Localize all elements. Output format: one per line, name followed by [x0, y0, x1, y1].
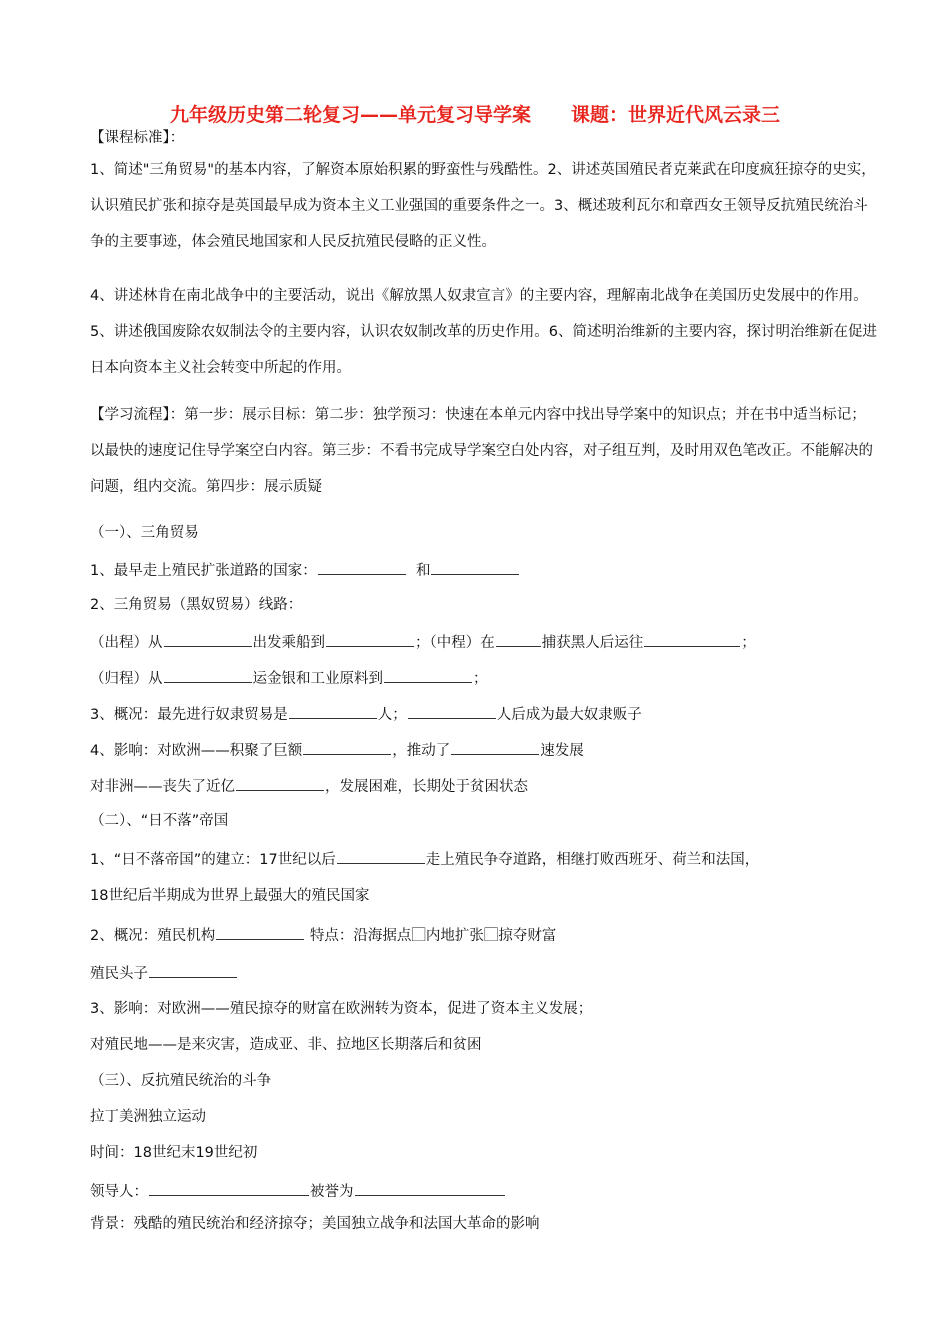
- q4b-a: 对非洲——丧失了近亿: [90, 779, 235, 795]
- answer-blank[interactable]: [644, 631, 740, 647]
- answer-blank[interactable]: [408, 703, 496, 719]
- route-line-2: [90, 667, 488, 689]
- section1-q3: [90, 703, 642, 725]
- answer-blank[interactable]: [149, 962, 237, 978]
- route1-d: 捕获黑人后运往: [541, 635, 644, 651]
- answer-blank[interactable]: [496, 631, 541, 647]
- section3-heading: （三）、反抗殖民统治的斗争: [90, 1073, 272, 1089]
- process-paragraph: [90, 397, 880, 505]
- q4b-b: ，发展困难，长期处于贫困状态: [325, 779, 528, 795]
- leader-a: 领导人：: [90, 1184, 148, 1200]
- section1-q4: [90, 739, 584, 761]
- s2q1-a: 1、“日不落帝国”的建立：17世纪以后: [90, 852, 336, 868]
- answer-blank[interactable]: [318, 559, 406, 575]
- title-topic: 课题：世界近代风云录三: [571, 104, 781, 126]
- s2q1-b: 走上殖民争夺道路，相继打败西班牙、荷兰和法国，: [425, 852, 760, 868]
- route1-b: 出发乘船到: [252, 635, 325, 651]
- route2-c: ；: [473, 671, 488, 687]
- s2q2-b: 特点：沿海据点⃞内地扩张⃞掠夺财富: [305, 928, 557, 944]
- q1-and: 和: [415, 563, 431, 579]
- section3-leader: [90, 1180, 506, 1202]
- q3-b: 人；: [377, 707, 407, 723]
- section1-q4b: [90, 775, 528, 797]
- q4-a: 4、影响：对欧洲——积聚了巨额: [90, 743, 303, 759]
- answer-blank[interactable]: [149, 1180, 309, 1196]
- section2-q3: 3、影响：对欧洲——殖民掠夺的财富在欧洲转为资本，促进了资本主义发展；: [90, 1001, 593, 1017]
- section2-q3b: 对殖民地——是来灾害，造成亚、非、拉地区长期落后和贫困: [90, 1037, 482, 1053]
- answer-blank[interactable]: [384, 667, 472, 683]
- process-text: ：第一步：展示目标：第二步：独学预习：快速在本单元内容中找出导学案中的知识点；并在书中适当标记；以最快的速度记住导学案空白内容。第三步：不看书完成导学案空白处内容，对子组互判，及时用双色笔改正。不能解决的问题，组内交流。第四步：展示质疑: [90, 407, 873, 495]
- answer-blank[interactable]: [355, 1180, 505, 1196]
- q3-a: 3、概况：最先进行奴隶贸易是: [90, 707, 288, 723]
- section2-q2b: [90, 962, 238, 984]
- route1-a: （出程）从: [90, 635, 163, 651]
- leader-b: 被誉为: [310, 1184, 354, 1200]
- answer-blank[interactable]: [216, 924, 304, 940]
- route1-e: ；: [741, 635, 756, 651]
- q1-label: 1、最早走上殖民扩张道路的国家：: [90, 563, 317, 579]
- route2-b: 运金银和工业原料到: [252, 671, 383, 687]
- answer-blank[interactable]: [289, 703, 377, 719]
- answer-blank[interactable]: [451, 739, 539, 755]
- answer-blank[interactable]: [164, 631, 252, 647]
- page-title: [0, 100, 950, 127]
- section2-q2: [90, 924, 556, 946]
- section1-q1: [90, 559, 520, 581]
- standards-heading: 【课程标准】：: [90, 130, 185, 146]
- section2-heading: （二）、“日不落”帝国: [90, 813, 229, 829]
- s2q2b-a: 殖民头子: [90, 966, 148, 982]
- section1-q2: 2、三角贸易（黑奴贸易）线路：: [90, 597, 303, 613]
- standards-paragraph-1: 1、简述"三角贸易"的基本内容，了解资本原始积累的野蛮性与残酷性。2、讲述英国殖民者克莱武在印度疯狂掠夺的史实，认识殖民扩张和掠夺是英国最早成为资本主义工业强国的重要条件之一。3、概述玻利瓦尔和章西女王领导反抗殖民统治斗争的主要事迹，体会殖民地国家和人民反抗殖民侵略的正义性。: [90, 162, 876, 250]
- answer-blank[interactable]: [326, 631, 414, 647]
- title-main: 九年级历史第二轮复习——单元复习导学案: [169, 104, 531, 126]
- answer-blank[interactable]: [337, 848, 425, 864]
- answer-blank[interactable]: [164, 667, 252, 683]
- section3-time: 时间：18世纪末19世纪初: [90, 1145, 258, 1161]
- route1-c: ；（中程）在: [415, 635, 495, 651]
- process-heading: 【学习流程】: [90, 407, 170, 423]
- section3-background: 背景：残酷的殖民统治和经济掠夺；美国独立战争和法国大革命的影响: [90, 1216, 540, 1232]
- q4-c: 速发展: [540, 743, 584, 759]
- q4-b: ，推动了: [392, 743, 451, 759]
- section2-q1: [90, 848, 759, 870]
- standards-paragraph-2: 4、讲述林肯在南北战争中的主要活动，说出《解放黑人奴隶宣言》的主要内容，理解南北战争在美国历史发展中的作用。5、讲述俄国废除农奴制法令的主要内容，认识农奴制改革的历史作用。6、简述明治维新的主要内容，探讨明治维新在促进日本向资本主义社会转变中所起的作用。: [90, 288, 877, 376]
- answer-blank[interactable]: [431, 559, 519, 575]
- route2-a: （归程）从: [90, 671, 163, 687]
- section3-sub: 拉丁美洲独立运动: [90, 1109, 206, 1125]
- section2-q1-cont: 18世纪后半期成为世界上最强大的殖民国家: [90, 888, 370, 904]
- answer-blank[interactable]: [303, 739, 391, 755]
- q3-c: 人后成为最大奴隶贩子: [496, 707, 642, 723]
- answer-blank[interactable]: [236, 775, 324, 791]
- route-line-1: [90, 631, 756, 653]
- s2q2-a: 2、概况：殖民机构: [90, 928, 216, 944]
- section1-heading: （一）、三角贸易: [90, 525, 199, 541]
